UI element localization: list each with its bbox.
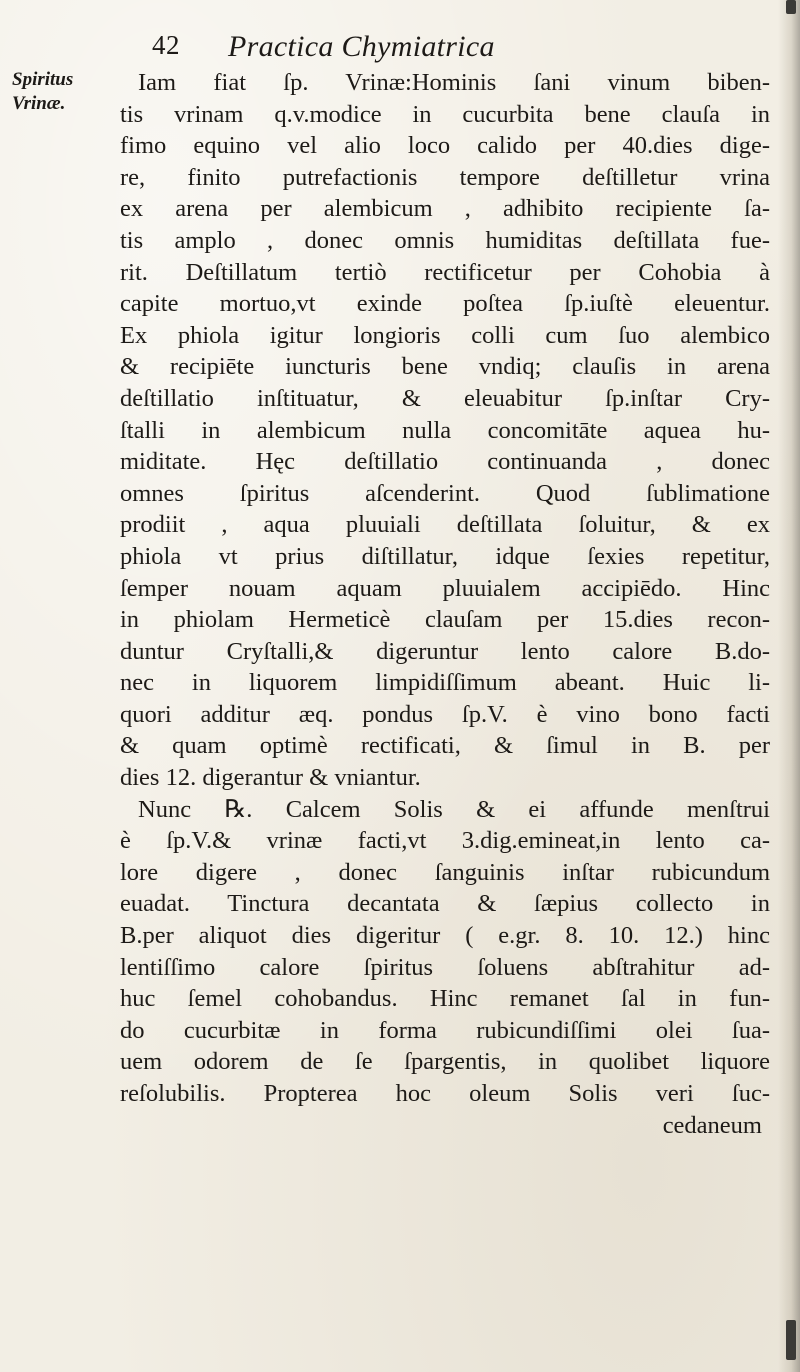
text-line: ſtalli in alembicum nulla concomitāte aquea hu-: [120, 416, 770, 444]
text-line: lentiſſimo calore ſpiritus ſoluens abſtrahitur ad-: [120, 953, 770, 981]
text-line: prodiit , aqua pluuiali deſtillata ſoluitur, & ex: [120, 511, 770, 539]
edge-mark-top: [786, 0, 796, 14]
marginal-note-line: Spiritus: [12, 69, 74, 90]
text-line: phiola vt prius diſtillatur, idque ſexies repetitur,: [120, 542, 770, 570]
text-line: in phiolam Hermeticè clauſam per 15.dies recon-: [120, 606, 770, 634]
text-line: & recipiēte iuncturis bene vndiq; clauſis in arena: [120, 353, 770, 381]
text-line: B.per aliquot dies digeritur ( e.gr. 8. 10. 12.) hinc: [120, 922, 770, 950]
text-line: capite mortuo,vt exinde poſtea ſp.iuſtè eleuentur.: [120, 290, 770, 318]
text-line: duntur Cryſtalli,& digeruntur lento calore B.do-: [120, 637, 770, 665]
page-edge-shadow: [778, 0, 800, 1372]
text-line: deſtillatio inſtituatur, & eleuabitur ſp.inſtar Cry-: [120, 384, 770, 412]
page-number: 42: [152, 30, 180, 60]
edge-mark-bottom: [786, 1320, 796, 1360]
text-line: miditate. Hęc deſtillatio continuanda , donec: [120, 448, 770, 476]
running-title: Practica Chymiatrica: [228, 30, 495, 63]
text-line: nec in liquorem limpidiſſimum abeant. Huic li-: [120, 669, 770, 697]
text-line: huc ſemel cohobandus. Hinc remanet ſal in fun-: [120, 985, 770, 1013]
text-line: lore digere , donec ſanguinis inſtar rubicundum: [120, 858, 770, 886]
text-line: ex arena per alembicum , adhibito recipiente ſa-: [120, 195, 770, 223]
text-line: Iam fiat ſp. Vrinæ:Hominis ſani vinum biben-: [138, 69, 770, 96]
text-line: reſolubilis. Propterea hoc oleum Solis veri ſuc-: [120, 1080, 770, 1107]
marginal-note-line: Vrinæ.: [12, 93, 66, 114]
page-header: [152, 30, 672, 70]
catchword: cedaneum: [662, 1111, 762, 1139]
text-line: uem odorem de ſe ſpargentis, in quolibet liquore: [120, 1048, 770, 1076]
text-line: re, finito putrefactionis tempore deſtilletur vrina: [120, 163, 770, 191]
text-line: fimo equino vel alio loco calido per 40.dies dige-: [120, 132, 770, 160]
text-line: rit. Deſtillatum tertiò rectificetur per Cohobia à: [120, 258, 770, 286]
text-line: quori additur æq. pondus ſp.V. è vino bono facti: [120, 700, 770, 728]
text-line: tis amplo , donec omnis humiditas deſtillata fue-: [120, 226, 770, 254]
text-line: ſemper nouam aquam pluuialem accipiēdo. Hinc: [120, 574, 770, 602]
text-line: euadat. Tinctura decantata & ſæpius collecto in: [120, 890, 770, 918]
text-line: è ſp.V.& vrinæ facti,vt 3.dig.emineat,in lento ca-: [120, 827, 770, 855]
body-text: [120, 67, 770, 1141]
text-line: & quam optimè rectificati, & ſimul in B. per: [120, 732, 770, 760]
marginal-note: [12, 68, 110, 116]
text-line: do cucurbitæ in forma rubicundiſſimi olei ſua-: [120, 1016, 770, 1044]
text-line: Ex phiola igitur longioris colli cum ſuo alembico: [120, 321, 770, 349]
text-line: tis vrinam q.v.modice in cucurbita bene clauſa in: [120, 100, 770, 128]
text-line: Nunc ℞. Calcem Solis & ei affunde menſtrui: [138, 795, 770, 823]
text-line: dies 12. digerantur & vniantur.: [120, 764, 421, 792]
text-line: omnes ſpiritus aſcenderint. Quod ſublimatione: [120, 479, 770, 507]
